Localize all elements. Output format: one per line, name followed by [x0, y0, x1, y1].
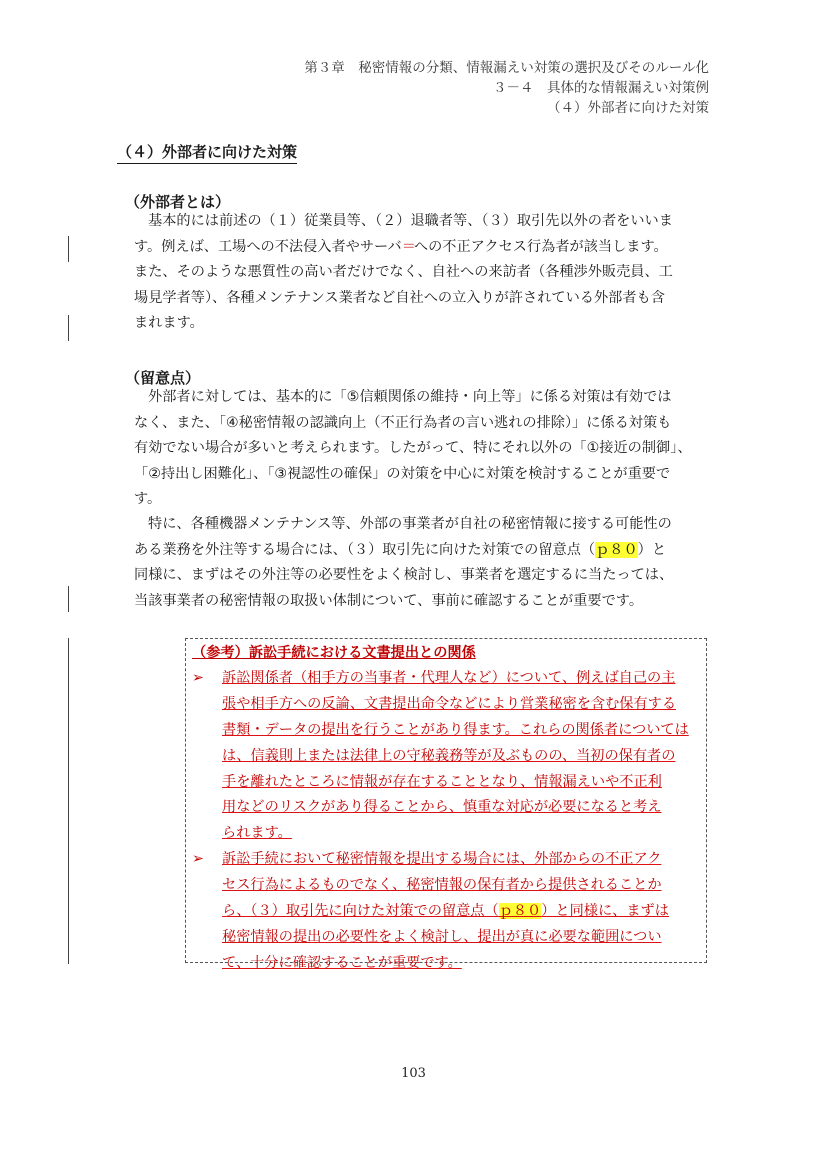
text-line: 同様に、まずはその外注等の必要性をよく検討し、事業者を選定するに当たっては、 [134, 567, 674, 583]
header-chapter: 第３章 秘密情報の分類、情報漏えい対策の選択及びそのルール化 [304, 60, 709, 76]
text-line: 「②持出し困難化」、「③視認性の確保」の対策を中心に対策を検討することが重要で [134, 465, 671, 482]
notes-paragraph-2 [134, 512, 709, 614]
arrow-bullet-icon: ➢ [192, 851, 204, 868]
notes-heading: （留意点） [125, 369, 201, 387]
text-line: 張や相手方への反論、文書提出命令などにより営業秘密を含む保有する [222, 695, 677, 712]
page-reference-highlight: ｐ８０ [498, 903, 542, 920]
text-line: 手を離れたところに情報が存在することとなり、情報漏えいや不正利 [222, 773, 662, 790]
text-line: 外部者に対しては、基本的に「⑤信頼関係の維持・向上等」に係る対策は有効では [148, 389, 672, 405]
section-title: （４）外部者に向けた対策 [117, 141, 297, 164]
text-line: なく、また、「④秘密情報の認識向上（不正行為者の言い逃れの排除）」に係る対策も [134, 414, 672, 431]
reference-box [185, 638, 707, 971]
revision-bar [68, 638, 69, 964]
text-line: 当該事業者の秘密情報の取扱い体制について、事前に確認することが重要です。 [134, 592, 644, 609]
revision-bar [68, 315, 69, 341]
text-line: 訴訟関係者（相手方の当事者・代理人など）について、例えば自己の主 [222, 670, 676, 686]
text-line: まれます。 [134, 315, 204, 331]
strike-mark: ＝ [401, 238, 414, 255]
running-header [304, 58, 709, 118]
text-line: 基本的には前述の（１）従業員等、（２）退職者等、（３）取引先以外の者をいいま [148, 213, 673, 229]
revision-bar [68, 236, 69, 262]
reference-title: （参考）訴訟手続における文書提出との関係 [192, 645, 476, 661]
text-line: また、そのような悪質性の高い者だけでなく、自社への来訪者（各種渉外販売員、工 [134, 264, 673, 280]
text-line: 秘密情報の提出の必要性をよく検討し、提出が真に必要な範囲につい [222, 928, 662, 945]
text-line: て、十分に確認することが重要です。 [222, 954, 462, 971]
text-line: す。例えば、工場への不法侵入者やサーバ＝への不正アクセス行為者が該当します。 [134, 238, 668, 255]
text-line: セス行為によるものでなく、秘密情報の保有者から提供されることか [222, 877, 662, 894]
text-line: 特に、各種機器メンテナンス等、外部の事業者が自社の秘密情報に接する可能性の [148, 516, 672, 532]
text-line: ら、（３）取引先に向けた対策での留意点（ｐ８０）と同様に、まずは [222, 903, 669, 920]
text-line: は、信義則上または法律上の守秘義務等が及ぶものの、当初の保有者の [222, 747, 676, 764]
page-reference-highlight: ｐ８０ [595, 541, 638, 558]
text-line: す。 [134, 491, 162, 507]
reference-item-2 [192, 847, 702, 976]
notes-paragraph-1 [134, 385, 709, 513]
arrow-bullet-icon: ➢ [192, 670, 204, 686]
text-line: 有効でない場合が多いと考えられます。したがって、特にそれ以外の「①接近の制御」、 [134, 440, 692, 456]
header-section: ３－４ 具体的な情報漏えい対策例 [493, 80, 709, 96]
text-line: 書類・データの提出を行うことがあり得ます。これらの関係者については [222, 721, 689, 738]
page-number: 103 [401, 1066, 426, 1081]
header-subsection: （４）外部者に向けた対策 [547, 100, 709, 116]
revision-bar [68, 586, 69, 612]
text-line: 訴訟手続において秘密情報を提出する場合には、外部からの不正アク [222, 851, 662, 868]
text-line: 場見学者等）、各種メンテナンス業者など自社への立入りが許されている外部者も含 [134, 289, 665, 306]
reference-item-1 [192, 666, 702, 847]
outsider-paragraph [134, 209, 709, 337]
text-line: ある業務を外注等する場合には、（３）取引先に向けた対策での留意点（ｐ８０）と [134, 541, 667, 558]
outsider-heading: （外部者とは） [125, 193, 231, 211]
text-line: 用などのリスクがあり得ることから、慎重な対応が必要になると考え [222, 799, 662, 816]
text-line: られます。 [222, 825, 292, 842]
